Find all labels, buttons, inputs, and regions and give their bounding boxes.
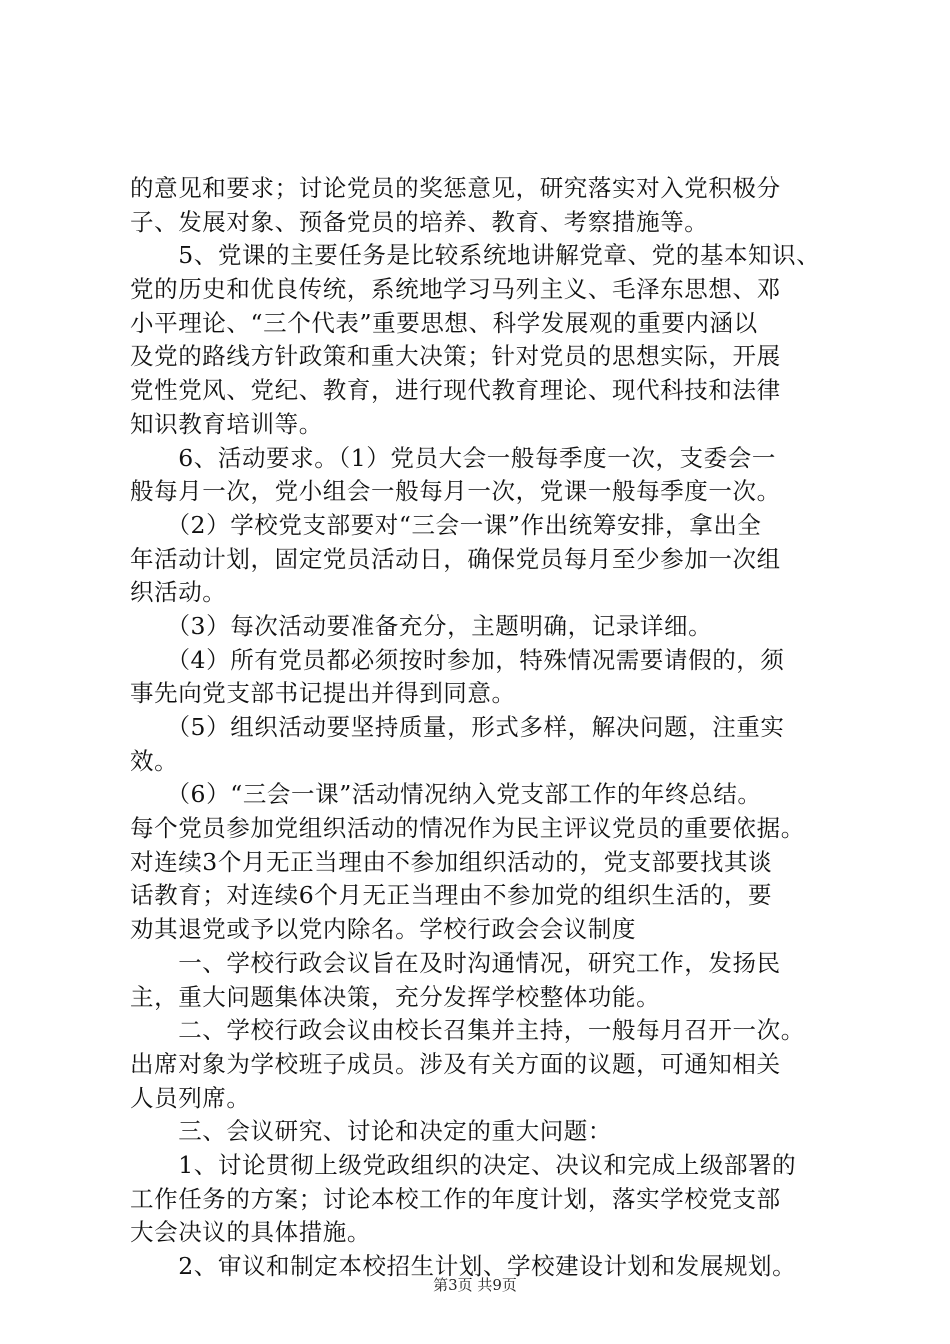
text-line: （2）学校党支部要对“三会一课”作出统筹安排，拿出全: [130, 510, 762, 539]
text-line: 一、学校行政会议旨在及时沟通情况，研究工作，发扬民: [130, 948, 781, 977]
page-number-footer: 第3页 共9页: [433, 1276, 517, 1294]
text-line: 1、讨论贯彻上级党政组织的决定、决议和完成上级部署的: [130, 1150, 797, 1179]
text-line: 织活动。: [130, 578, 227, 607]
text-line: （3）每次活动要准备充分，主题明确，记录详细。: [130, 611, 713, 640]
text-line: 子、发展对象、预备党员的培养、教育、考察措施等。: [130, 207, 709, 236]
text-line: 党性党风、党纪、教育，进行现代教育理论、现代科技和法律: [130, 376, 781, 405]
text-line: 话教育；对连续6个月无正当理由不参加党的组织生活的，要: [130, 881, 773, 910]
text-line: （6）“三会一课”活动情况纳入党支部工作的年终总结。: [130, 780, 762, 809]
text-line: 5、党课的主要任务是比较系统地讲解党章、党的基本知识、: [130, 241, 821, 270]
text-line: 知识教育培训等。: [130, 409, 323, 438]
text-line: 三、会议研究、讨论和决定的重大问题：: [130, 1117, 612, 1146]
document-body: [130, 172, 830, 1284]
text-line: 人员列席。: [130, 1083, 251, 1112]
text-line: 工作任务的方案；讨论本校工作的年度计划，落实学校党支部: [130, 1184, 781, 1213]
text-line: 般每月一次，党小组会一般每月一次，党课一般每季度一次。: [130, 477, 781, 506]
text-line: 对连续3个月无正当理由不参加组织活动的，党支部要找其谈: [130, 847, 773, 876]
text-line: 劝其退党或予以党内除名。学校行政会会议制度: [130, 915, 637, 944]
text-line: 大会决议的具体措施。: [130, 1218, 371, 1247]
text-line: 每个党员参加党组织活动的情况作为民主评议党员的重要依据。: [130, 814, 805, 843]
text-line: 事先向党支部书记提出并得到同意。: [130, 679, 516, 708]
text-line: 及党的路线方针政策和重大决策；针对党员的思想实际，开展: [130, 342, 781, 371]
text-line: 的意见和要求；讨论党员的奖惩意见，研究落实对入党积极分: [130, 174, 781, 202]
text-line: 小平理论、“三个代表”重要思想、科学发展观的重要内涵以: [130, 308, 758, 337]
text-line: 出席对象为学校班子成员。涉及有关方面的议题，可通知相关: [130, 1049, 781, 1078]
text-line: 二、学校行政会议由校长召集并主持，一般每月召开一次。: [130, 1016, 805, 1045]
text-line: （4）所有党员都必须按时参加，特殊情况需要请假的，须: [130, 645, 785, 674]
text-line: 主，重大问题集体决策，充分发挥学校整体功能。: [130, 982, 661, 1011]
text-line: 效。: [130, 746, 179, 775]
text-line: 党的历史和优良传统，系统地学习马列主义、毛泽东思想、邓: [130, 275, 781, 304]
text-line: 6、活动要求。（1）党员大会一般每季度一次，支委会一: [130, 443, 776, 472]
text-line: 2、审议和制定本校招生计划、学校建设计划和发展规划。: [130, 1252, 797, 1280]
text-line: 年活动计划，固定党员活动日，确保党员每月至少参加一次组: [130, 544, 781, 573]
text-line: （5）组织活动要坚持质量，形式多样，解决问题，注重实: [130, 713, 785, 741]
